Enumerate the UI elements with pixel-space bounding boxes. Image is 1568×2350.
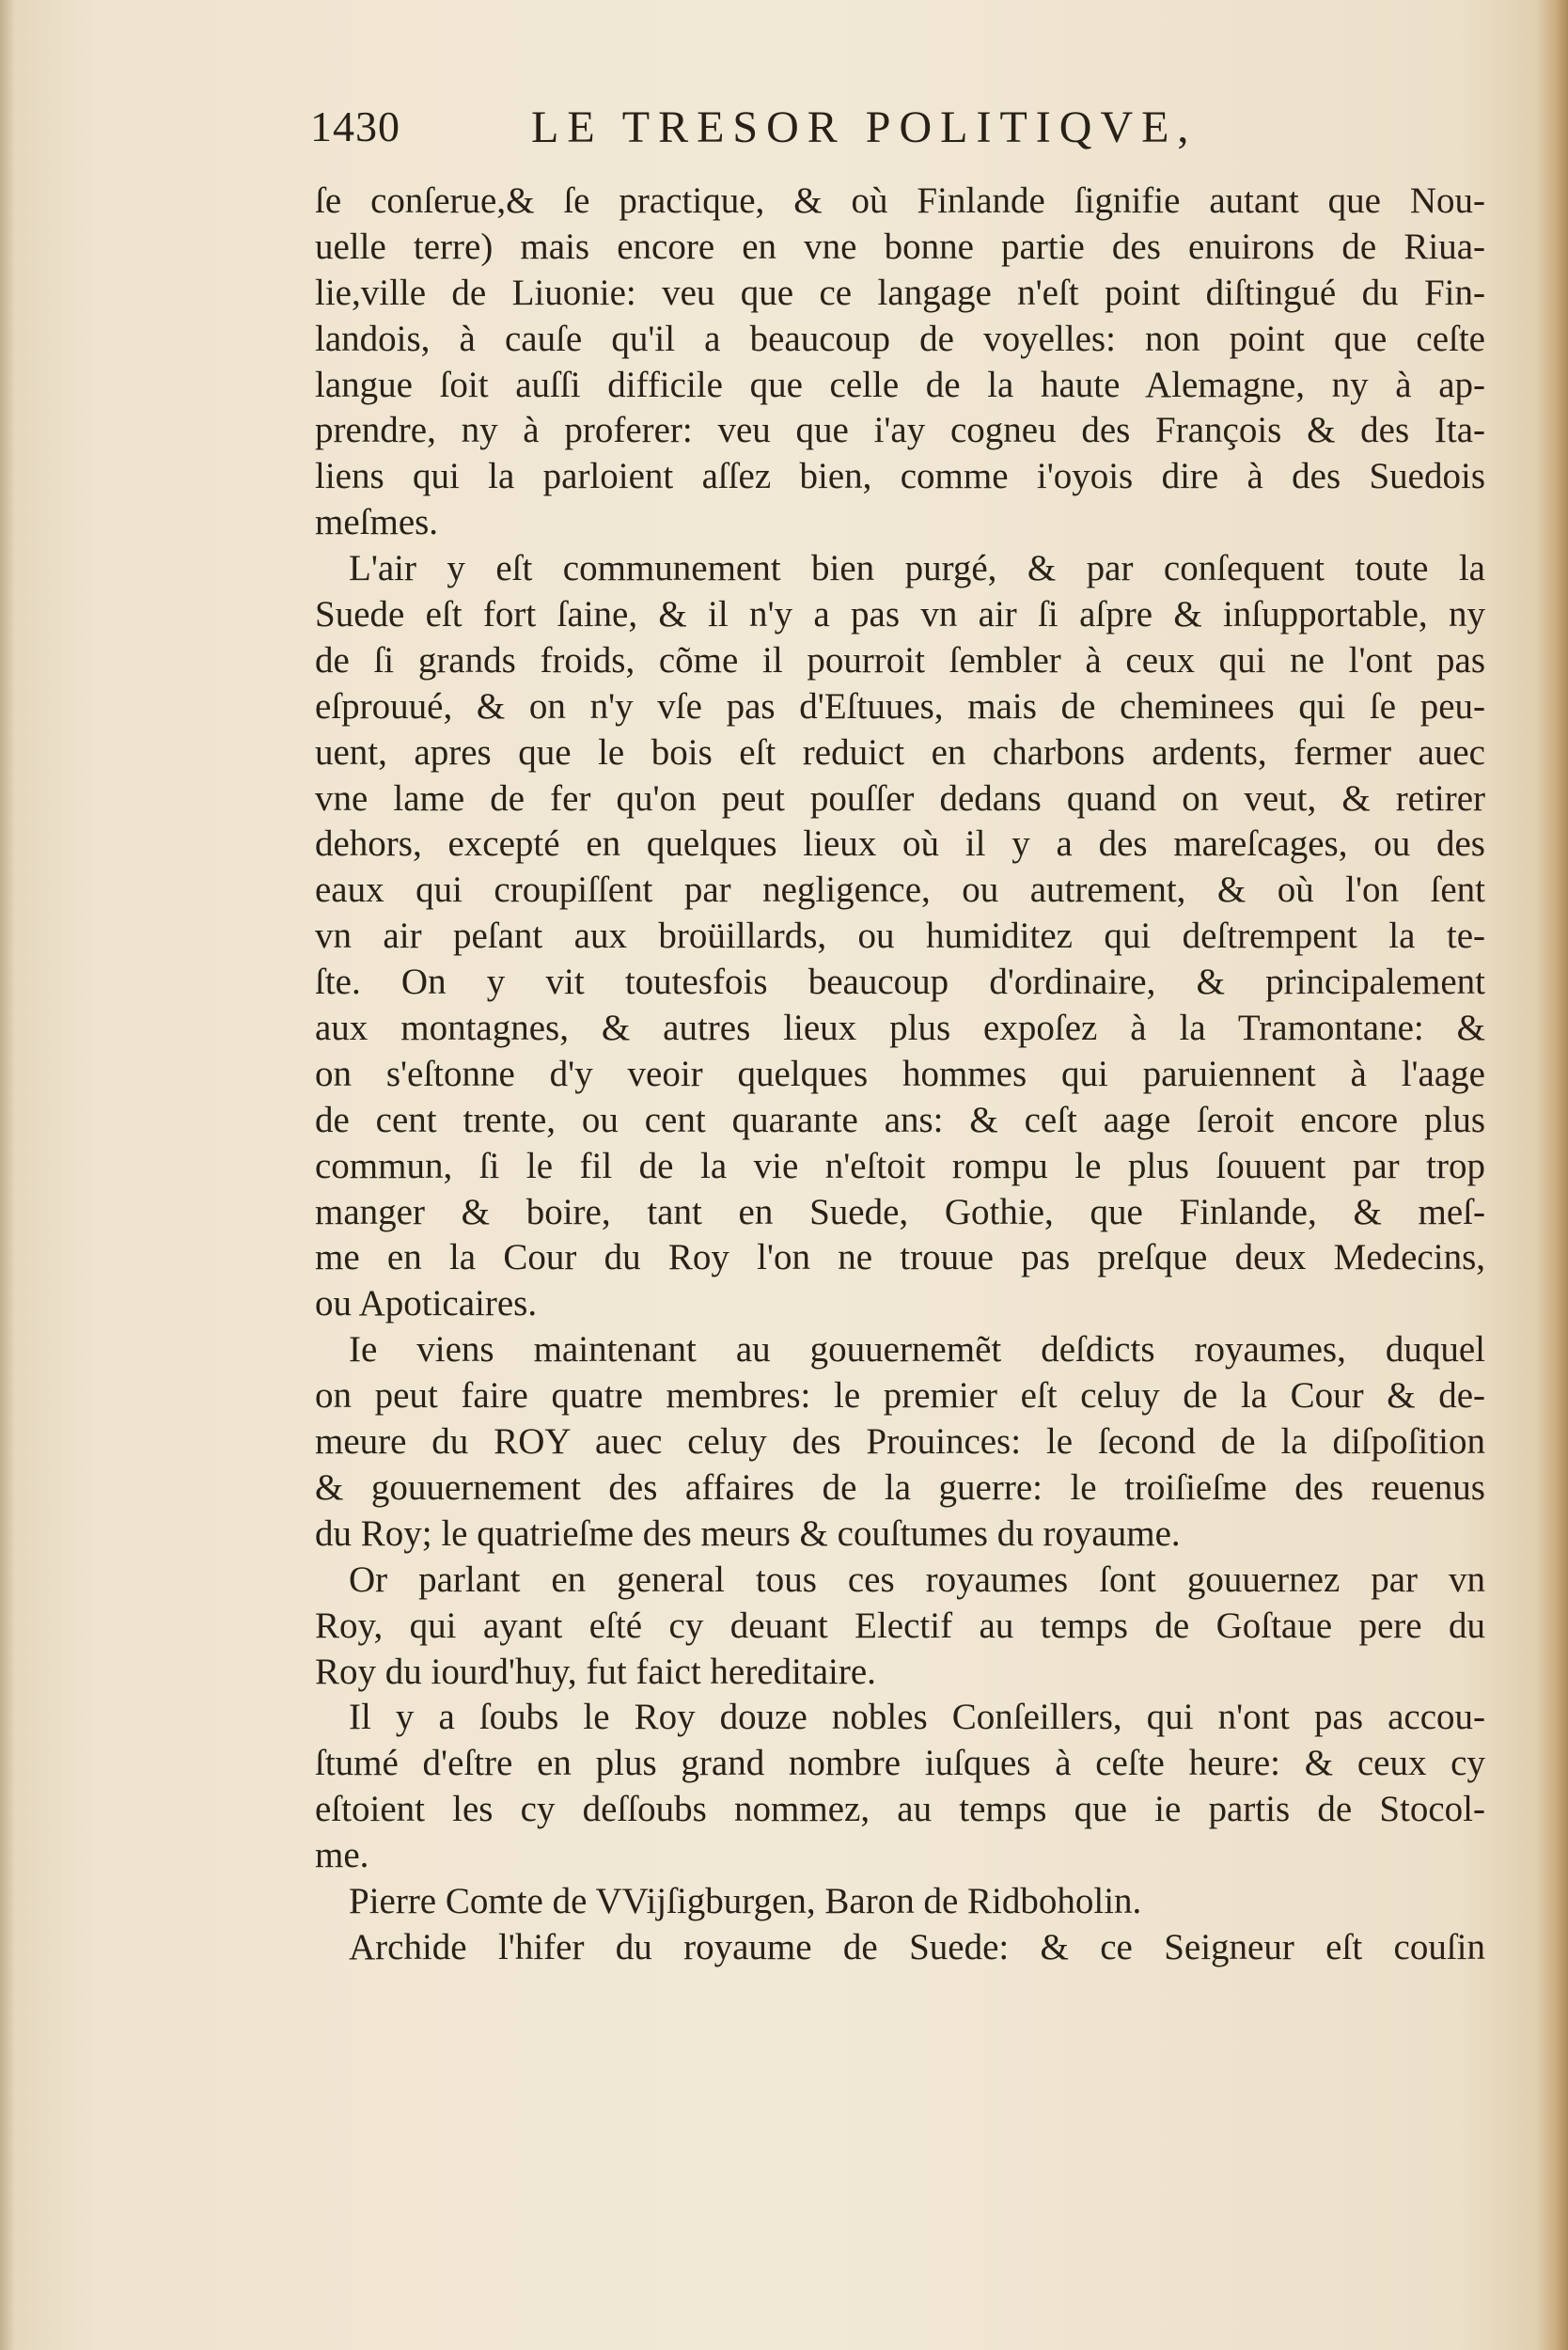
running-title: LE TRESOR POLITIQVE, <box>531 102 1198 152</box>
text-line: aux montagnes, & autres lieux plus expoſez à la Tramontane: & <box>315 1008 1485 1049</box>
text-line: prendre, ny à proferer: veu que i'ay cogneu des François & des Ita- <box>315 410 1485 451</box>
text-line: dehors, excepté en quelques lieux où il y a des mareſcages, ou des <box>315 823 1485 865</box>
text-line: Archide l'hifer du royaume de Suede: & ce Seigneur eſt couſin <box>349 1926 1485 1967</box>
text-line: de ſi grands froids, cõme il pourroit ſembler à ceux qui ne l'ont pas <box>315 639 1485 681</box>
text-line: ſe conſerue,& ſe practique, & où Finlande ſignifie autant que Nou- <box>315 180 1485 221</box>
text-line: landois, à cauſe qu'il a beaucoup de voyelles: non point que ceſte <box>315 318 1485 359</box>
text-line: commun, ſi le fil de la vie n'eſtoit rompu le plus ſouuent par trop <box>315 1145 1485 1186</box>
text-line: Roy, qui ayant eſté cy deuant Electif au temps de Goſtaue pere du <box>315 1605 1485 1646</box>
text-line: vn air peſant aux broüillards, ou humiditez qui deſtrempent la te- <box>315 916 1485 957</box>
text-line: Suede eſt fort ſaine, & il n'y a pas vn air ſi aſpre & inſupportable, ny <box>315 594 1485 635</box>
text-line: vne lame de fer qu'on peut pouſſer dedans quand on veut, & retirer <box>315 777 1485 819</box>
text-line: meure du ROY auec celuy des Prouinces: le ſecond de la diſpoſition <box>315 1421 1485 1463</box>
page-left-edge <box>0 0 15 2350</box>
text-line: Pierre Comte de VVijſigburgen, Baron de Ridboholin. <box>349 1880 1142 1921</box>
text-line: L'air y eſt communement bien purgé, & par conſequent toute la <box>349 548 1485 589</box>
text-line: & gouuernement des affaires de la guerre: le troiſieſme des reuenus <box>315 1466 1485 1508</box>
text-line: on peut faire quatre membres: le premier eſt celuy de la Cour & de- <box>315 1375 1485 1417</box>
text-line: Or parlant en general tous ces royaumes ſont gouuernez par vn <box>349 1559 1485 1600</box>
text-line: Il y a ſoubs le Roy douze nobles Conſeillers, qui n'ont pas accou- <box>349 1697 1485 1738</box>
text-line: on s'eſtonne d'y veoir quelques hommes qui paruiennent à l'aage <box>315 1053 1485 1094</box>
text-line: eaux qui croupiſſent par negligence, ou autrement, & où l'on ſent <box>315 870 1485 911</box>
text-line: ou Apoticaires. <box>315 1283 538 1324</box>
text-line: Ie viens maintenant au gouuernemẽt deſdicts royaumes, duquel <box>349 1329 1485 1371</box>
text-line: ſte. On y vit toutesfois beaucoup d'ordinaire, & principalement <box>315 962 1485 1003</box>
text-line: de cent trente, ou cent quarante ans: & ceſt aage ſeroit encore plus <box>315 1099 1485 1140</box>
text-line: me. <box>315 1835 369 1876</box>
page-header <box>310 102 1316 177</box>
page-number: 1430 <box>310 102 400 150</box>
text-block <box>315 179 1485 1971</box>
text-line: meſmes. <box>315 502 439 543</box>
text-line: manger & boire, tant en Suede, Gothie, que Finlande, & meſ- <box>315 1191 1485 1232</box>
text-line: ſtumé d'eſtre en plus grand nombre iuſques à ceſte heure: & ceux cy <box>315 1743 1485 1784</box>
text-line: eſtoient les cy deſſoubs nommez, au temps que ie partis de Stocol- <box>315 1789 1485 1830</box>
text-line: eſprouué, & on n'y vſe pas d'Eſtuues, mais de cheminees qui ſe peu- <box>315 685 1485 727</box>
page-right-edge <box>1536 0 1568 2350</box>
text-line: uelle terre) mais encore en vne bonne partie des enuirons de Riua- <box>315 226 1485 267</box>
text-line: me en la Cour du Roy l'on ne trouue pas preſque deux Medecins, <box>315 1237 1485 1278</box>
text-line: du Roy; le quatrieſme des meurs & couſtumes du royaume. <box>315 1512 1181 1554</box>
text-line: lie,ville de Liuonie: veu que ce langage n'eſt point diſtingué du Fin- <box>315 272 1485 313</box>
text-line: uent, apres que le bois eſt reduict en charbons ardents, fermer auec <box>315 731 1485 773</box>
text-line: langue ſoit auſſi difficile que celle de la haute Alemagne, ny à ap- <box>315 364 1485 405</box>
text-line: liens qui la parloient aſſez bien, comme i'oyois dire à des Suedois <box>315 456 1485 497</box>
text-line: Roy du iourd'huy, fut faict hereditaire. <box>315 1651 876 1692</box>
